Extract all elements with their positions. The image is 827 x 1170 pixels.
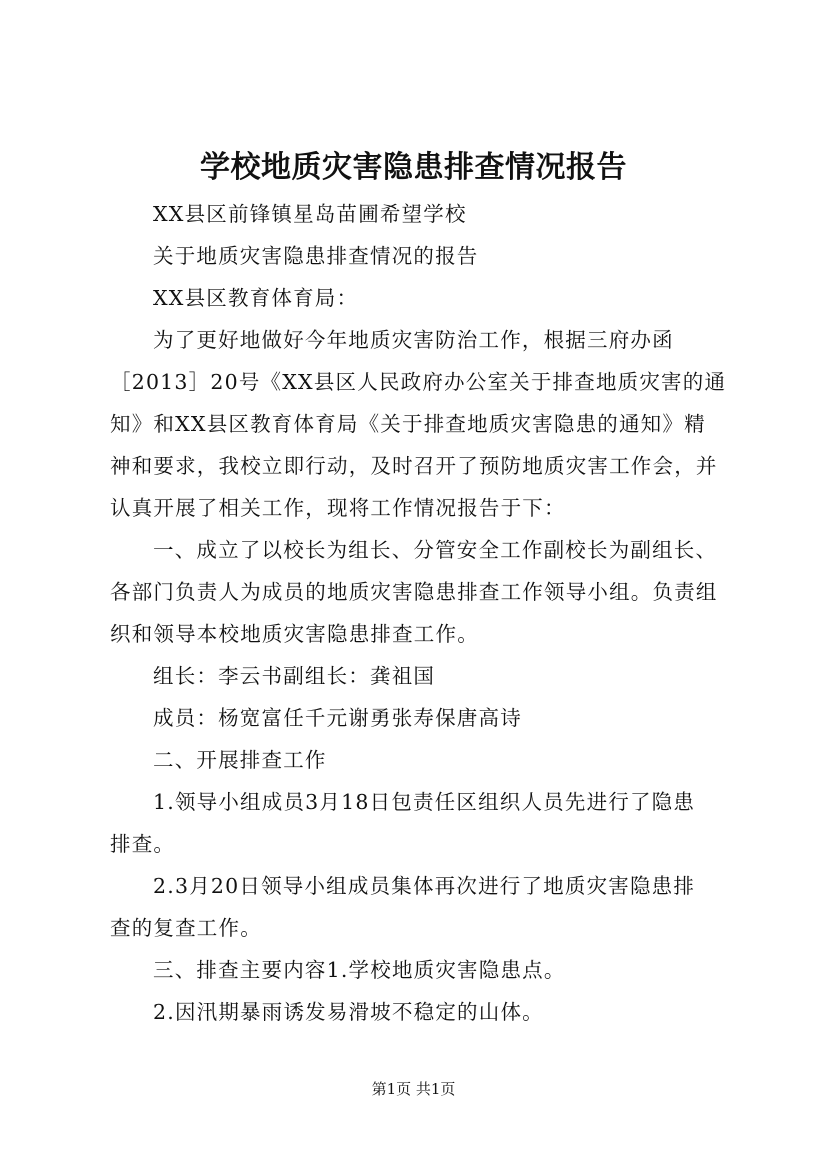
body-paragraph-1-line-2: ［2013］20号《XX县区人民政府办公室关于排查地质灾害的通 [110, 370, 727, 394]
report-subject-line: 关于地质灾害隐患排查情况的报告 [153, 244, 479, 268]
section-1-line-1: 一、成立了以校长为组长、分管安全工作副校长为副组长、 [153, 538, 718, 562]
section-1-line-3: 织和领导本校地质灾害隐患排查工作。 [110, 622, 479, 646]
recipient-line: XX县区教育体育局： [153, 286, 359, 310]
document-title: 学校地质灾害隐患排查情况报告 [200, 150, 627, 185]
body-paragraph-1-line-1: 为了更好地做好今年地质灾害防治工作，根据三府办函 [153, 328, 674, 352]
section-3-line-1: 三、排查主要内容1.学校地质灾害隐患点。 [153, 958, 566, 982]
school-name-line: XX县区前锋镇星岛苗圃希望学校 [153, 202, 467, 226]
group-members-line: 成员：杨宽富任千元谢勇张寿保唐高诗 [153, 706, 522, 730]
body-paragraph-1-line-3: 知》和XX县区教育体育局《关于排查地质灾害隐患的通知》精 [110, 412, 706, 436]
section-3-line-2: 2.因汛期暴雨诱发易滑坡不稳定的山体。 [153, 1000, 544, 1024]
item-2-line-2: 查的复查工作。 [110, 916, 262, 940]
section-1-line-2: 各部门负责人为成员的地质灾害隐患排查工作领导小组。负责组 [110, 580, 718, 604]
item-2-line-1: 2.3月20日领导小组成员集体再次进行了地质灾害隐患排 [153, 874, 696, 898]
page-number-footer: 第1页 共1页 [371, 1080, 456, 1098]
item-1-line-2: 排查。 [110, 832, 176, 856]
section-2-heading: 二、开展排查工作 [153, 748, 327, 772]
body-paragraph-1-line-5: 认真开展了相关工作，现将工作情况报告于下： [110, 496, 566, 520]
item-1-line-1: 1.领导小组成员3月18日包责任区组织人员先进行了隐患 [153, 790, 696, 814]
body-paragraph-1-line-4: 神和要求，我校立即行动，及时召开了预防地质灾害工作会，并 [110, 454, 718, 478]
group-leaders-line: 组长：李云书副组长：龚祖国 [153, 664, 436, 688]
